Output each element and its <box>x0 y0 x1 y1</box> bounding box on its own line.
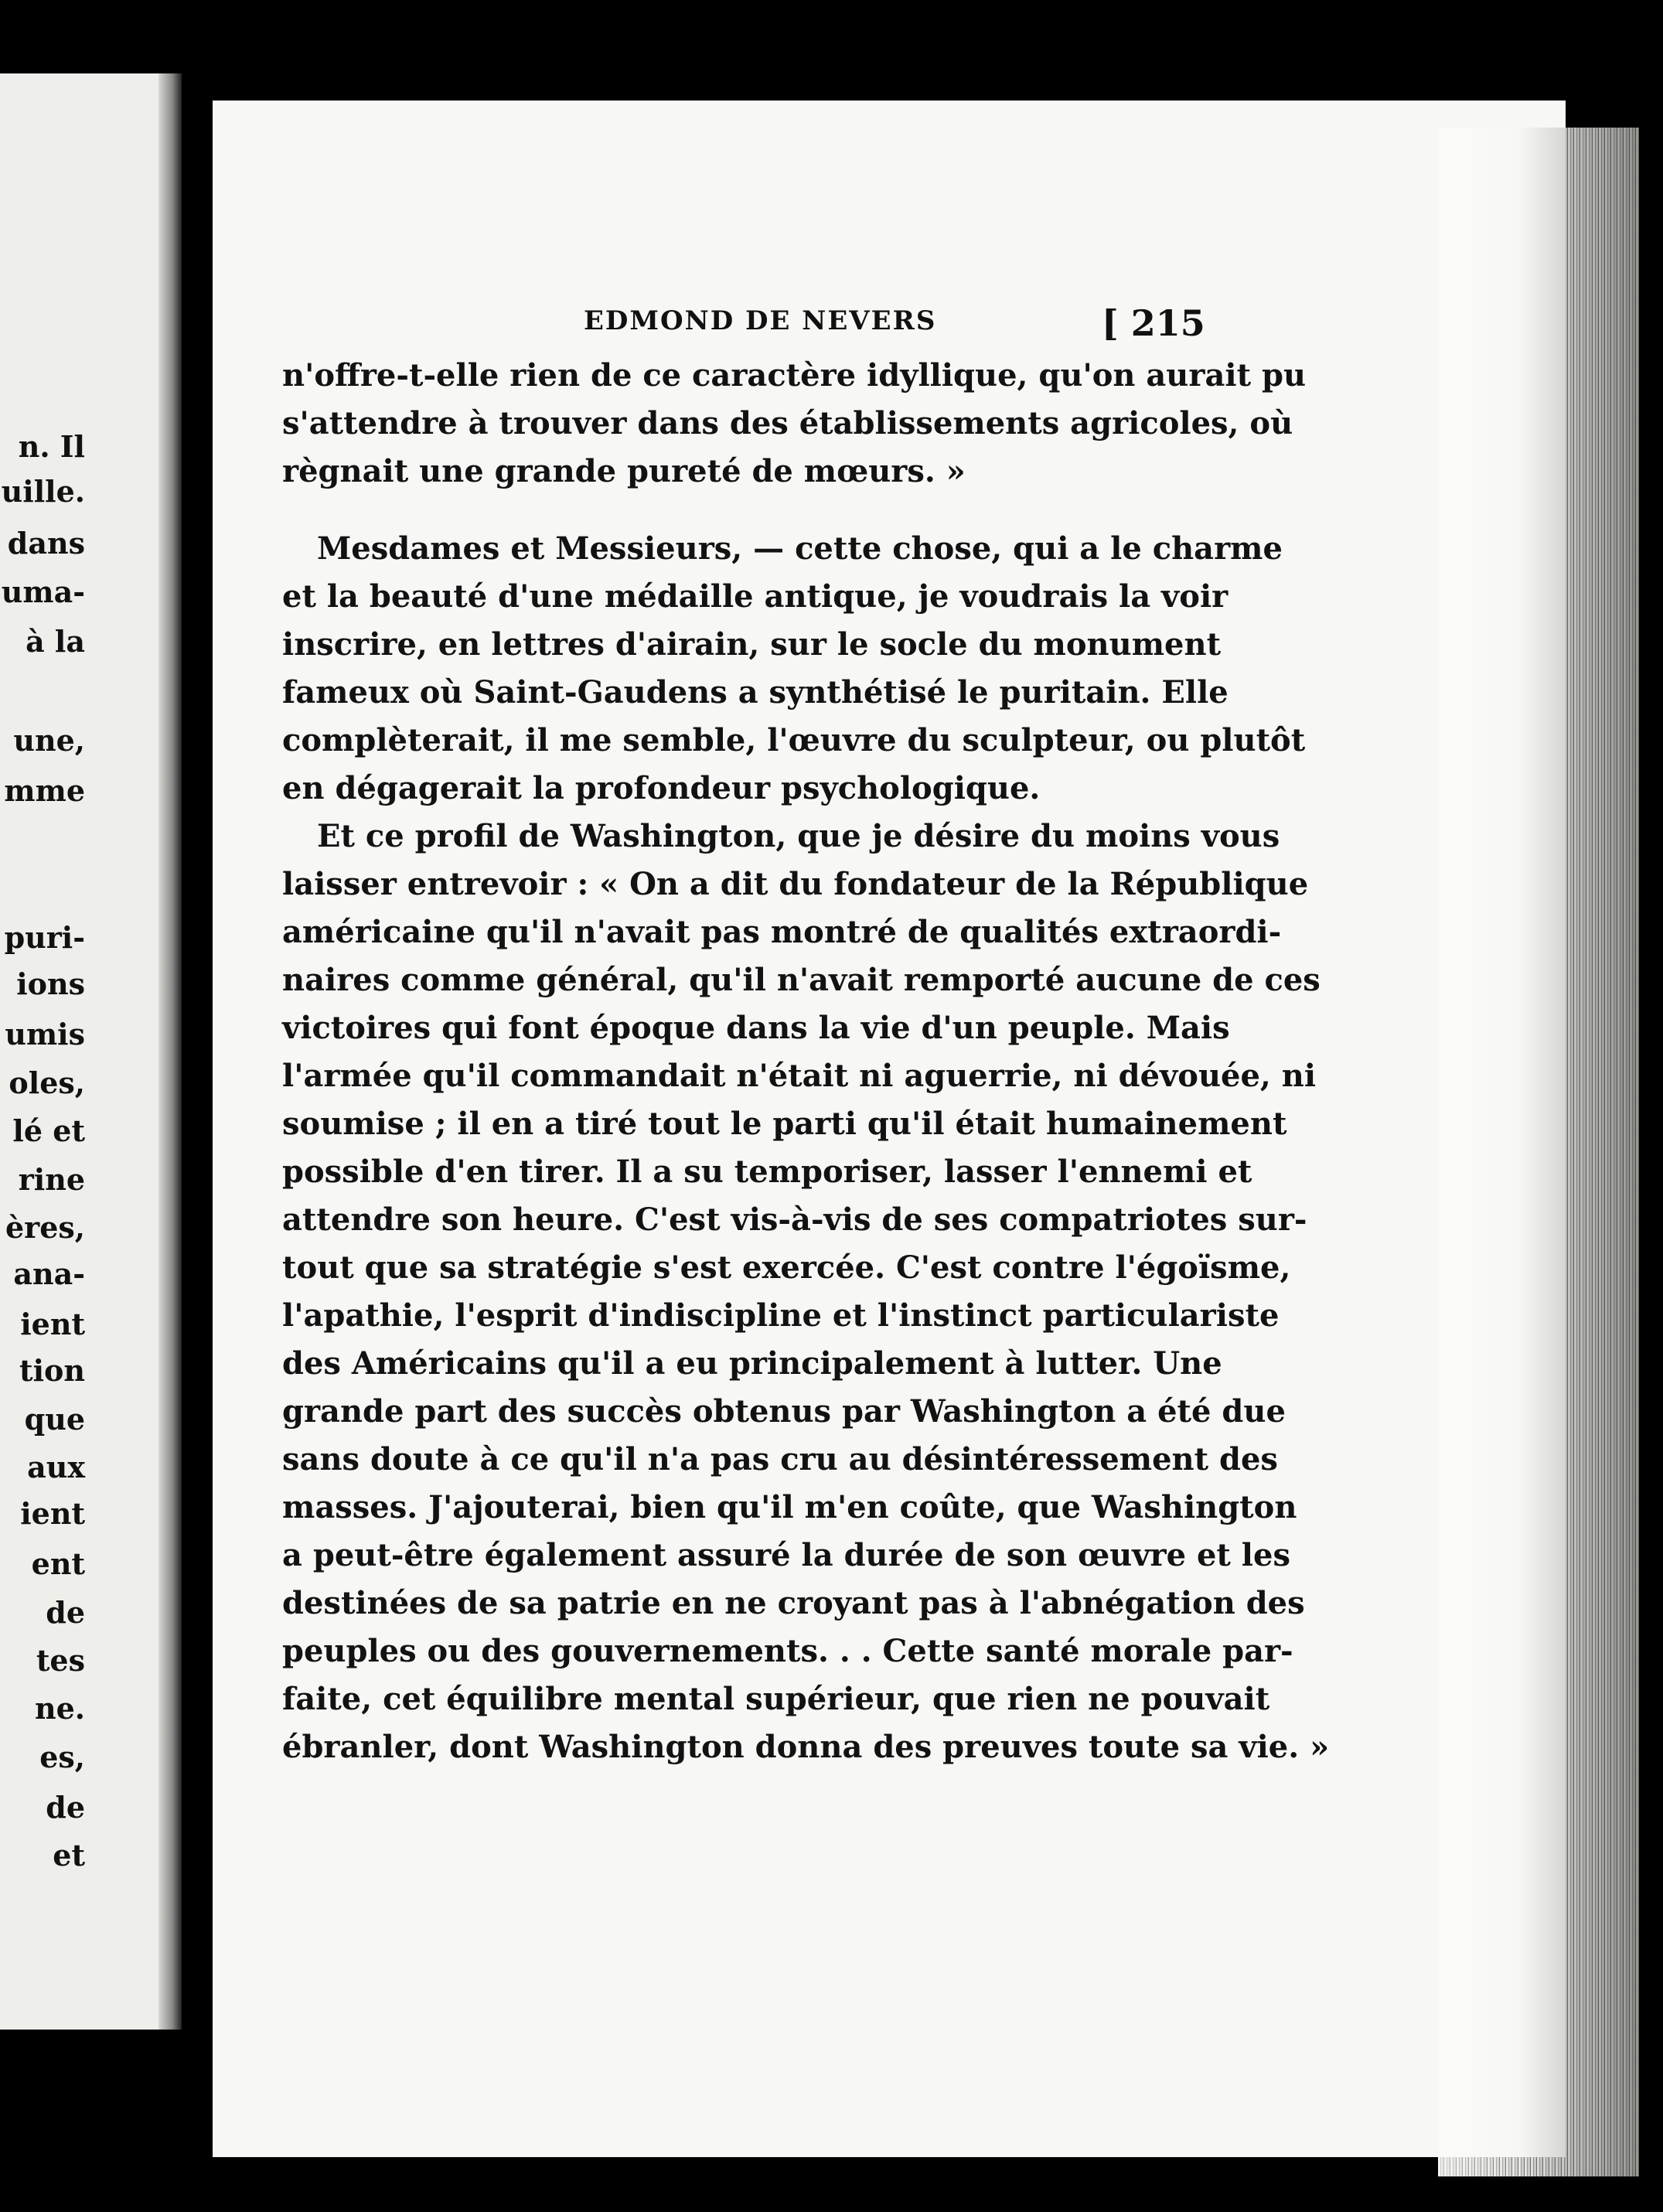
facing-page-line: ient <box>20 1307 85 1341</box>
text-line: s'attendre à trouver dans des établissements agricoles, où <box>282 405 1293 441</box>
text-line: en dégagerait la profondeur psychologique. <box>282 770 1041 806</box>
page-number: [ 215 <box>1102 302 1205 344</box>
facing-page-line: tes <box>36 1643 85 1678</box>
text-line: inscrire, en lettres d'airain, sur le socle du monument <box>282 626 1222 663</box>
text-line: Mesdames et Messieurs, — cette chose, qui a le charme <box>317 530 1283 567</box>
facing-page-line: ient <box>20 1496 85 1531</box>
text-line: attendre son heure. C'est vis-à-vis de ses compatriotes sur- <box>282 1201 1307 1238</box>
facing-page-line: mme <box>4 773 85 808</box>
facing-page-line: rine <box>18 1162 85 1197</box>
text-line: l'apathie, l'esprit d'indiscipline et l'instinct particulariste <box>282 1297 1280 1334</box>
facing-page-line: lé et <box>12 1113 85 1148</box>
facing-page-line: ne. <box>34 1691 85 1726</box>
text-line: fameux où Saint-Gaudens a synthétisé le puritain. Elle <box>282 674 1229 711</box>
text-line: sans doute à ce qu'il n'a pas cru au désintéressement des <box>282 1441 1278 1478</box>
page-header <box>213 302 1566 352</box>
text-line: naires comme général, qu'il n'avait remporté aucune de ces <box>282 962 1321 998</box>
text-line: possible d'en tirer. Il a su temporiser, lasser l'ennemi et <box>282 1154 1252 1190</box>
text-line: peuples ou des gouvernements. . . Cette santé morale par- <box>282 1633 1293 1669</box>
facing-page-line: umis <box>5 1017 85 1051</box>
book-gutter <box>158 73 182 2030</box>
text-line: tout que sa stratégie s'est exercée. C'est contre l'égoïsme, <box>282 1249 1291 1286</box>
running-head: EDMOND DE NEVERS <box>584 305 937 336</box>
facing-page-line: ana- <box>13 1256 85 1291</box>
facing-page-line: une, <box>13 723 85 758</box>
facing-page-line: n. Il <box>18 429 85 464</box>
facing-page-line: dans <box>7 526 85 561</box>
facing-page-line: que <box>24 1402 85 1437</box>
text-line: faite, cet équilibre mental supérieur, que rien ne pouvait <box>282 1681 1270 1717</box>
text-line: masses. J'ajouterai, bien qu'il m'en coûte, que Washington <box>282 1489 1297 1525</box>
text-line: ébranler, dont Washington donna des preuves toute sa vie. » <box>282 1729 1330 1765</box>
facing-page-line: oles, <box>9 1065 85 1100</box>
facing-page-line: uma- <box>1 574 85 609</box>
body-text <box>282 352 1330 1771</box>
text-line: laisser entrevoir : « On a dit du fondateur de la République <box>282 866 1309 902</box>
facing-page <box>0 73 170 2030</box>
text-line: américaine qu'il n'avait pas montré de qualités extraordi- <box>282 914 1282 950</box>
facing-page-line: et <box>53 1838 85 1873</box>
paragraph-gap <box>282 496 1183 525</box>
facing-page-line: tion <box>19 1353 85 1388</box>
text-line: destinées de sa patrie en ne croyant pas à l'abnégation des <box>282 1585 1305 1621</box>
facing-page-line: ères, <box>5 1210 85 1245</box>
facing-page-line: de <box>46 1595 85 1630</box>
facing-page-line: à la <box>26 624 85 659</box>
facing-page-line: aux <box>27 1450 85 1484</box>
text-line: complèterait, il me semble, l'œuvre du sculpteur, ou plutôt <box>282 722 1306 758</box>
text-line: l'armée qu'il commandait n'était ni aguerrie, ni dévouée, ni <box>282 1058 1317 1094</box>
facing-page-line: puri- <box>4 920 85 955</box>
text-line: règnait une grande pureté de mœurs. » <box>282 453 966 489</box>
facing-page-line: ions <box>16 966 85 1001</box>
page-edges-shading <box>1438 128 1639 2176</box>
text-line: et la beauté d'une médaille antique, je voudrais la voir <box>282 578 1229 615</box>
facing-page-line: ent <box>31 1546 85 1581</box>
facing-page-line: de <box>46 1790 85 1825</box>
text-line: soumise ; il en a tiré tout le parti qu'il était humainement <box>282 1106 1287 1142</box>
text-line: Et ce profil de Washington, que je désire du moins vous <box>317 818 1280 854</box>
text-line: victoires qui font époque dans la vie d'un peuple. Mais <box>282 1010 1230 1046</box>
text-line: des Américains qu'il a eu principalement à lutter. Une <box>282 1345 1222 1382</box>
facing-page-line: uille. <box>1 474 85 509</box>
text-line: n'offre-t-elle rien de ce caractère idyllique, qu'on aurait pu <box>282 357 1307 394</box>
facing-page-line: es, <box>39 1740 85 1774</box>
text-line: grande part des succès obtenus par Washington a été due <box>282 1393 1286 1430</box>
text-line: a peut-être également assuré la durée de son œuvre et les <box>282 1537 1290 1573</box>
